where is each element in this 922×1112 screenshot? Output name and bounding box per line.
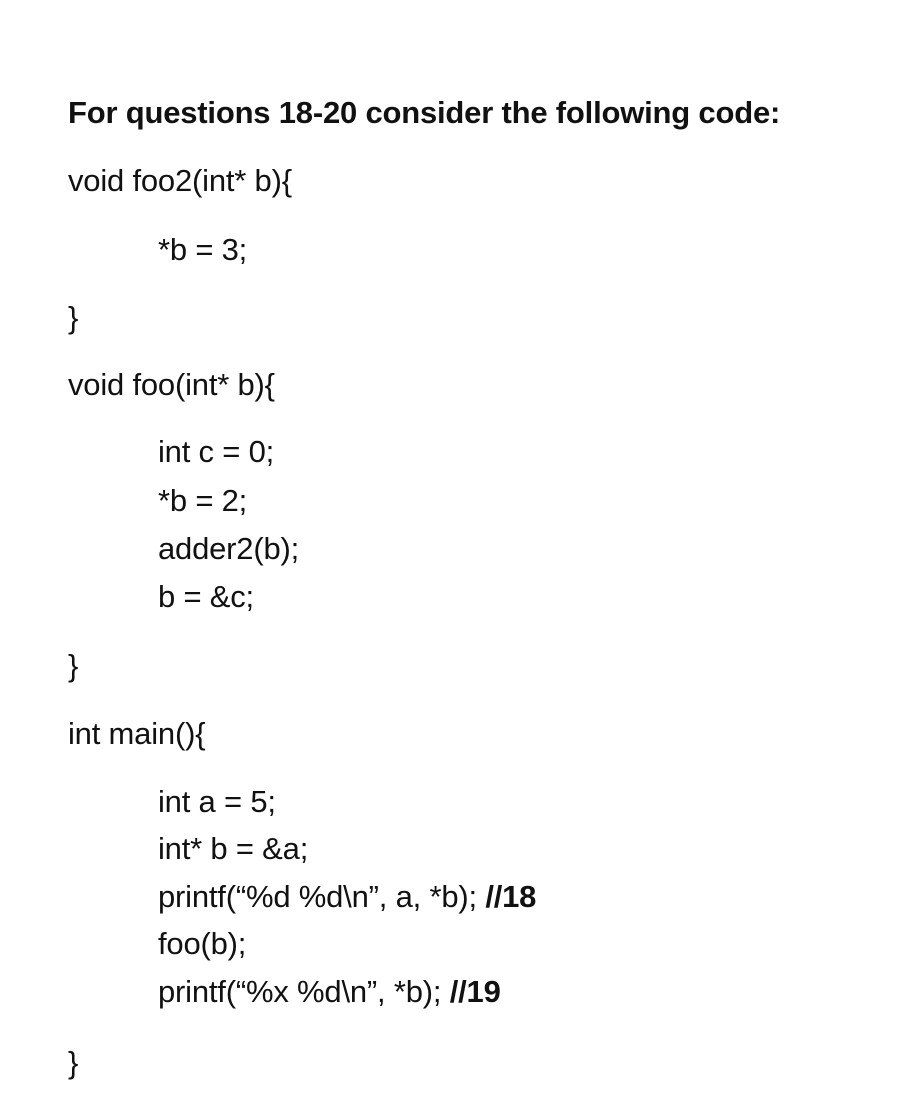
main-body-line: int a = 5; — [158, 784, 276, 819]
foo-body-line: b = &c; — [158, 579, 254, 614]
foo2-signature: void foo2(int* b){ — [68, 163, 292, 198]
main-closing-brace: } — [68, 1045, 79, 1080]
foo-body-line: int c = 0; — [158, 434, 275, 469]
main-body-line: int* b = &a; — [158, 831, 309, 866]
foo-body-line: *b = 2; — [158, 483, 248, 518]
main-body-line: foo(b); — [158, 926, 247, 961]
printf-code: printf(“%d %d\n”, a, *b); — [158, 879, 486, 914]
foo2-closing-brace: } — [68, 300, 79, 335]
foo-body-line: adder2(b); — [158, 531, 300, 566]
foo-closing-brace: } — [68, 648, 79, 683]
question-heading: For questions 18-20 consider the following code: — [68, 95, 781, 130]
main-body-line-printf-18 — [158, 879, 536, 915]
foo2-body-line: *b = 3; — [158, 232, 248, 267]
main-signature: int main(){ — [68, 716, 206, 751]
question-18-comment: //18 — [485, 879, 537, 914]
printf-code: printf(“%x %d\n”, *b); — [158, 974, 450, 1009]
foo-signature: void foo(int* b){ — [68, 367, 275, 402]
main-body-line-printf-19 — [158, 974, 501, 1010]
question-19-comment: //19 — [449, 974, 501, 1009]
